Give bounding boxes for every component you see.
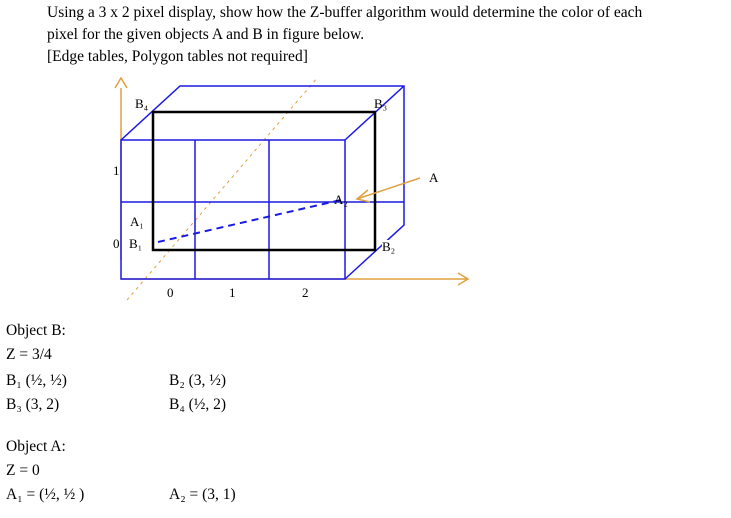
object-b-z: Z = 3/4 (6, 346, 52, 363)
object-b-b4: B₄ (½, 2) (169, 396, 227, 413)
label-a-pointer: A (429, 170, 439, 185)
object-b-title: Object B: (6, 322, 66, 339)
x-tick-2: 2 (302, 285, 309, 300)
y-axis-arrowhead (115, 78, 127, 88)
label-b2: B₂ (382, 239, 396, 254)
label-b4: B₄ (135, 96, 149, 111)
object-a-a2: A₂ = (3, 1) (169, 486, 236, 503)
y-tick-1: 1 (113, 163, 120, 178)
question-line-1: Using a 3 x 2 pixel display, show how the Z-buffer algorithm would determine the color of each (47, 4, 643, 21)
object-a-a1: A₁ = (½, ½ ) (6, 486, 85, 503)
object-b-b3: B₃ (3, 2) (6, 396, 60, 413)
pixel-grid-front-face (121, 140, 345, 279)
label-b3: B₃ (374, 96, 388, 111)
label-a1: A₁ (130, 214, 144, 229)
object-b-b2: B₂ (3, ½) (169, 372, 227, 389)
object-b-b1: B₁ (½, ½) (6, 372, 67, 389)
a-pointer-arrow (357, 178, 420, 199)
question-line-3: [Edge tables, Polygon tables not required] (47, 48, 308, 65)
object-a-title: Object A: (6, 438, 66, 455)
object-b-rect (153, 112, 375, 250)
x-tick-0: 0 (167, 285, 174, 300)
object-a-line (158, 199, 345, 242)
x-tick-1: 1 (229, 285, 236, 300)
diagonal-dashed-line (127, 77, 318, 300)
label-a2: A₂ (334, 192, 348, 207)
question-line-2: pixel for the given objects A and B in figure below. (47, 26, 365, 43)
y-tick-0: 0 (113, 236, 120, 251)
object-a-z: Z = 0 (6, 462, 40, 479)
label-b1: B₁ (129, 236, 143, 251)
